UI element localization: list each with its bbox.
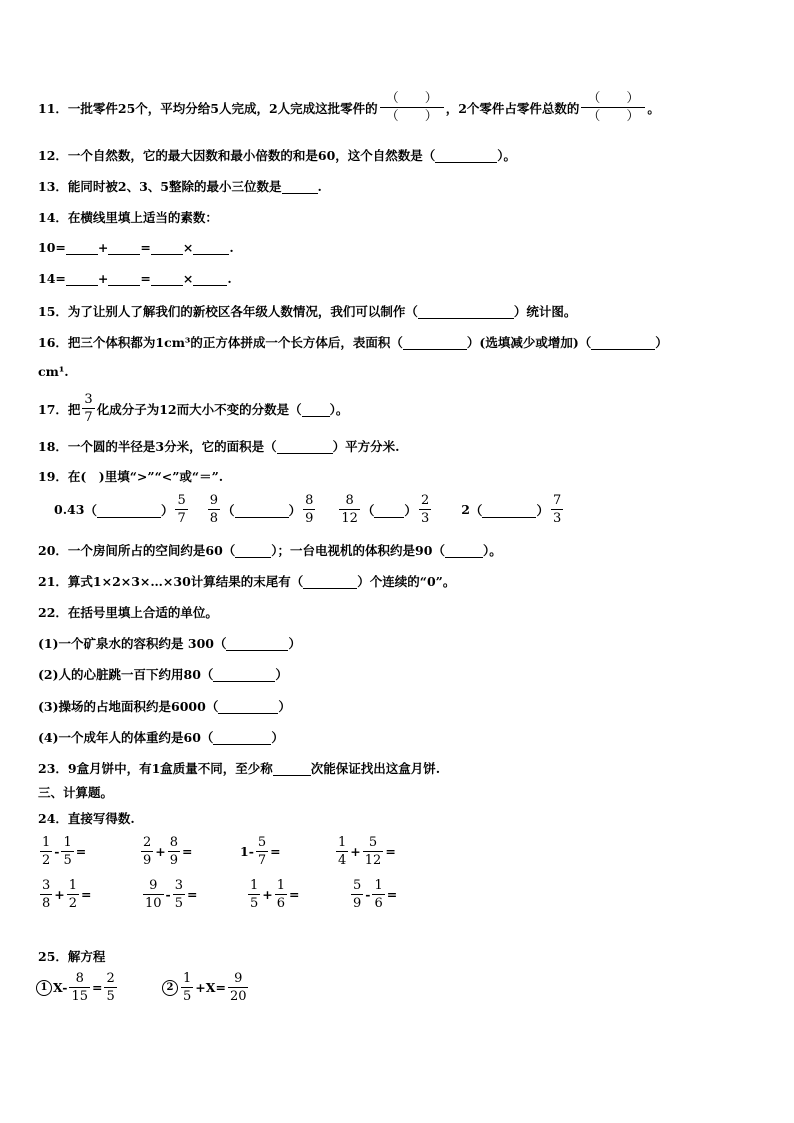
q19-compare-blank[interactable] <box>235 502 289 518</box>
q14-blank[interactable] <box>66 239 98 255</box>
q14-blank[interactable] <box>108 270 140 286</box>
q14-blank[interactable] <box>151 239 183 255</box>
q18-text: 18．一个圆的半径是3分米，它的面积是（ <box>38 439 277 454</box>
q19-compare-blank[interactable] <box>97 502 161 518</box>
question-19-title: 19．在( )里填“>”“<”或“＝”. <box>38 469 224 484</box>
q18-end: ）平方分米. <box>332 439 400 454</box>
q12-text: 12．一个自然数，它的最大因数和最小倍数的和是60，这个自然数是（ <box>38 148 436 163</box>
q12-end: ）。 <box>497 148 517 163</box>
q19-fraction: $\frac{7}{3}$ <box>552 493 562 526</box>
q14-blank[interactable] <box>108 239 140 255</box>
q16-end: ） <box>655 335 668 350</box>
q11-text-2: ，2个零件占零件总数的 <box>445 100 580 116</box>
question-12 <box>38 146 516 164</box>
question-13 <box>38 177 322 195</box>
q24-expr: $\frac{9}{10}$ - $\frac{3}{5}$ = <box>145 878 198 911</box>
q25-equation-2: 2 $\frac{1}{5}$ +X= $\frac{9}{20}$ <box>162 972 250 1003</box>
question-15 <box>38 302 576 320</box>
q12-answer-blank[interactable] <box>435 147 497 163</box>
question-23: 23．9盒月饼中，有1盒质量不同，至少称 次能保证找出这盒月饼. <box>38 761 441 776</box>
q22-unit-blank[interactable] <box>226 635 288 651</box>
q25-equation-1: 1 X- $\frac{8}{15}$ = $\frac{2}{5}$ <box>36 972 119 1003</box>
q24-expr: $\frac{1}{2}$ - $\frac{1}{5}$ = <box>42 835 87 868</box>
q24-expr: $\frac{1}{5}$ + $\frac{1}{6}$ = <box>250 878 300 911</box>
q18-answer-blank[interactable] <box>277 438 333 454</box>
q19-compare-blank[interactable] <box>482 502 536 518</box>
question-11 <box>38 92 660 123</box>
question-24-title: 24．直接写得数. <box>38 811 135 826</box>
question-25-title: 25．解方程 <box>38 949 106 964</box>
q16-mid: ）(选填减少或增加)（ <box>466 335 592 350</box>
q21-answer-blank[interactable] <box>303 573 357 589</box>
q11-text-3: 。 <box>647 100 660 116</box>
q19-fraction: $\frac{2}{3}$ <box>420 493 430 526</box>
question-22-item: (3)操场的占地面积约是6000（ ） <box>38 699 291 714</box>
q23-answer-blank[interactable] <box>273 760 311 776</box>
q17-answer-blank[interactable] <box>302 401 330 417</box>
q13-text: 13．能同时被2、3、5整除的最小三位数是 <box>38 179 282 194</box>
circled-number: 1 <box>36 980 52 996</box>
circled-number: 2 <box>162 980 178 996</box>
question-22-item: (4)一个成年人的体重约是60（ ） <box>38 730 284 745</box>
question-16-unit: cm¹. <box>38 364 69 379</box>
q20-answer-blank-1[interactable] <box>235 542 271 558</box>
q11-answer-fraction-1[interactable]: $\frac{( )}{( )}$ <box>380 92 444 123</box>
q14-blank[interactable] <box>193 239 229 255</box>
question-16 <box>38 333 668 351</box>
q15-end: ）统计图。 <box>513 304 577 319</box>
q16-text: 16．把三个体积都为1cm³的正方体拼成一个长方体后，表面积（ <box>38 335 403 350</box>
q24-expr: $\frac{5}{9}$ - $\frac{1}{6}$ = <box>353 878 398 911</box>
question-18 <box>38 437 399 455</box>
q24-expr: $\frac{2}{9}$ + $\frac{8}{9}$ = <box>143 835 193 868</box>
q24-expr: $\frac{3}{8}$ + $\frac{1}{2}$ = <box>42 878 92 911</box>
question-14-row-2: 14= + = × . <box>38 270 232 286</box>
q14-blank[interactable] <box>66 270 98 286</box>
question-14-title: 14．在横线里填上适当的素数： <box>38 210 218 225</box>
q19-fraction: $\frac{5}{7}$ <box>177 493 186 526</box>
question-22-item: (2)人的心脏跳一百下约用80（ ） <box>38 667 288 682</box>
question-20: 20．一个房间所占的空间约是60（ ）；一台电视机的体积约是90（ ）。 <box>38 543 502 558</box>
q19-fraction: $\frac{8}{9}$ <box>305 493 314 526</box>
q13-end: . <box>317 178 322 194</box>
q19-fraction: $\frac{8}{12}$ <box>341 493 358 526</box>
q14-blank[interactable] <box>193 270 227 286</box>
q20-answer-blank-2[interactable] <box>445 542 483 558</box>
question-17: 17．把 $\frac{3}{7}$ 化成分子为12而大小不变的分数是（ ）。 <box>38 392 349 425</box>
question-22-title: 22．在括号里填上合适的单位。 <box>38 605 218 620</box>
q22-unit-blank[interactable] <box>218 698 278 714</box>
q22-unit-blank[interactable] <box>213 729 271 745</box>
question-19-row: 0.43 （ ） $\frac{5}{7}$ $\frac{9}{8}$ （ ） $\frac{8}{9}$ $\frac{8}{12}$ （ ） $\frac{2}{3}$ 2 （ ） $\frac{7}{3}$ <box>54 493 562 526</box>
q16-answer-blank-1[interactable] <box>403 334 467 350</box>
q22-unit-blank[interactable] <box>213 666 275 682</box>
q11-answer-fraction-2[interactable]: $\frac{( )}{( )}$ <box>581 92 645 123</box>
q19-fraction: $\frac{9}{8}$ <box>209 493 219 526</box>
question-22-item: (1)一个矿泉水的容积约是 300（ ） <box>38 636 301 651</box>
q14-blank[interactable] <box>151 270 183 286</box>
q15-text: 15．为了让别人了解我们的新校区各年级人数情况，我们可以制作（ <box>38 304 418 319</box>
question-14-row-1: 10= + = × . <box>38 239 234 255</box>
q17-fraction: $\frac{3}{7}$ <box>84 392 93 425</box>
section-title: 三、计算题。 <box>38 785 114 800</box>
q24-expr: 1- $\frac{5}{7}$ = <box>240 835 281 868</box>
question-21: 21．算式1×2×3×…×30计算结果的末尾有（ ）个连续的“0”。 <box>38 574 456 589</box>
q16-answer-blank-2[interactable] <box>591 334 655 350</box>
q13-answer-blank[interactable] <box>282 178 318 194</box>
q11-text-1: 11．一批零件25个，平均分给5人完成，2人完成这批零件的 <box>38 100 378 116</box>
q24-expr: $\frac{1}{4}$ + $\frac{5}{12}$ = <box>338 835 396 868</box>
q15-answer-blank[interactable] <box>418 303 514 319</box>
q19-compare-blank[interactable] <box>374 502 404 518</box>
